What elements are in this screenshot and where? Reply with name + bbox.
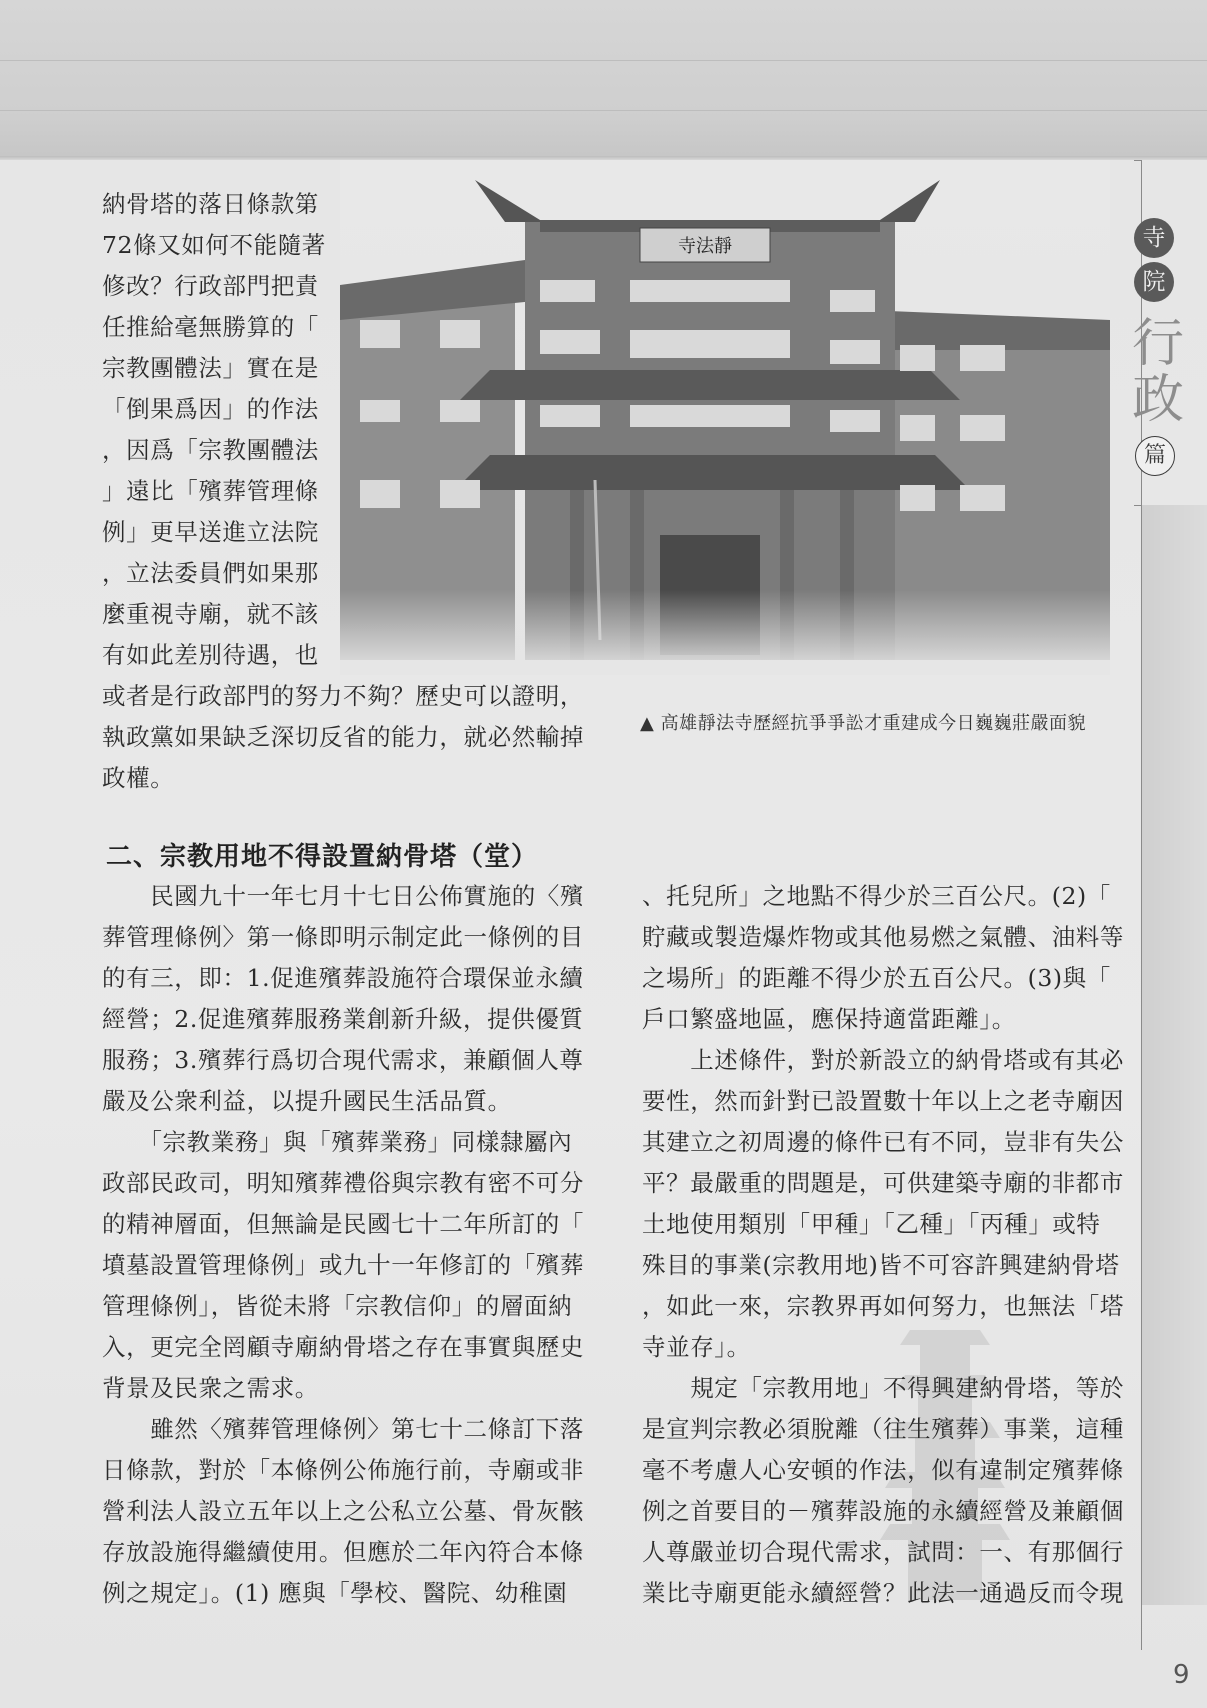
text-line: 納骨塔的落日條款第 — [102, 190, 319, 218]
text-line: 、托兒所」之地點不得少於三百公尺。(2)「 — [642, 882, 1111, 910]
text-line: 營利法人設立五年以上之公私立公墓、骨灰骸 — [102, 1497, 584, 1525]
temple-signboard: 寺法靜 — [678, 236, 732, 257]
header-stripe — [0, 110, 1207, 111]
text-line: ，因爲「宗教團體法 — [102, 436, 319, 464]
photo-caption: ▲ 高雄靜法寺歷經抗爭爭訟才重建成今日巍巍莊嚴面貌 — [640, 713, 1087, 734]
text-line: 上述條件，對於新設立的納骨塔或有其必 — [642, 1046, 1124, 1074]
section-tab — [1142, 505, 1207, 1605]
text-line: 戶口繁盛地區，應保持適當距離」。 — [642, 1005, 1016, 1033]
text-line: 的精神層面，但無論是民國七十二年所訂的「 — [102, 1210, 584, 1238]
text-line: 」遠比「殯葬管理條 — [102, 477, 319, 505]
text-line: 貯藏或製造爆炸物或其他易燃之氣體、油料等 — [642, 923, 1124, 951]
section-char-xing: 行 — [1131, 314, 1184, 374]
text-line: 政權。 — [102, 764, 175, 792]
section-badge-courtyard: 院 — [1134, 262, 1174, 302]
sidebar-tick — [1134, 505, 1142, 506]
text-line: 服務；3.殯葬行爲切合現代需求，兼顧個人尊 — [102, 1046, 584, 1074]
text-line: 任推給毫無勝算的「 — [102, 313, 319, 341]
text-line: 日條款，對於「本條例公佈施行前，寺廟或非 — [102, 1456, 584, 1484]
text-line: ，立法委員們如果那 — [102, 559, 319, 587]
text-line: 要性，然而針對已設置數十年以上之老寺廟因 — [642, 1087, 1124, 1115]
text-line: 例之規定」。(1) 應與「學校、醫院、幼稚園 — [102, 1579, 568, 1607]
text-line: 執政黨如果缺乏深切反省的能力，就必然輸掉 — [102, 723, 584, 751]
text-line: 民國九十一年七月十七日公佈實施的〈殯 — [102, 882, 584, 910]
text-line: 「倒果爲因」的作法 — [102, 395, 319, 423]
text-line: 例之首要目的－殯葬設施的永續經營及兼顧個 — [642, 1497, 1124, 1525]
temple-photo — [340, 160, 1110, 675]
text-line: 葬管理條例〉第一條即明示制定此一條例的目 — [102, 923, 584, 951]
text-line: 宗教團體法」實在是 — [102, 354, 319, 382]
text-line: 殊目的事業(宗教用地)皆不可容許興建納骨塔 — [642, 1251, 1120, 1279]
text-line: 72條又如何不能隨著 — [102, 231, 326, 259]
section-heading: 二、宗教用地不得設置納骨塔（堂） — [106, 842, 539, 872]
text-line: 存放設施得繼續使用。但應於二年內符合本條 — [102, 1538, 584, 1566]
text-line: 之場所」的距離不得少於五百公尺。(3)與「 — [642, 964, 1111, 992]
text-line: 經營；2.促進殯葬服務業創新升級，提供優質 — [102, 1005, 584, 1033]
text-line: 規定「宗教用地」不得興建納骨塔，等於 — [642, 1374, 1124, 1402]
text-line: 人尊嚴並切合現代需求，試問：一、有那個行 — [642, 1538, 1124, 1566]
text-line: 嚴及公衆利益，以提升國民生活品質。 — [102, 1087, 512, 1115]
text-line: 入，更完全罔顧寺廟納骨塔之存在事實與歷史 — [102, 1333, 584, 1361]
text-line: 業比寺廟更能永續經營？此法一通過反而令現 — [642, 1579, 1124, 1607]
text-line: 管理條例」，皆從未將「宗教信仰」的層面納 — [102, 1292, 573, 1320]
text-line: 政部民政司，明知殯葬禮俗與宗教有密不可分 — [102, 1169, 584, 1197]
text-line: 其建立之初周邊的條件已有不同，豈非有失公 — [642, 1128, 1124, 1156]
header-stripe — [0, 60, 1207, 61]
text-line: ，如此一來，宗教界再如何努力，也無法「塔 — [642, 1292, 1124, 1320]
text-line: 例」更早送進立法院 — [102, 518, 319, 546]
text-line: 寺並存」。 — [642, 1333, 751, 1361]
text-line: 修改？行政部門把責 — [102, 272, 319, 300]
text-line: 有如此差別待遇，也 — [102, 641, 319, 669]
text-line: 的有三，即：1.促進殯葬設施符合環保並永續 — [102, 964, 584, 992]
top-header-band — [0, 0, 1207, 160]
section-badge-temple: 寺 — [1134, 218, 1174, 258]
text-line: 是宣判宗教必須脫離（往生殯葬）事業，這種 — [642, 1415, 1124, 1443]
section-char-zheng: 政 — [1131, 370, 1184, 430]
text-line: 平？最嚴重的問題是，可供建築寺廟的非都市 — [642, 1169, 1124, 1197]
text-line: 或者是行政部門的努力不夠？歷史可以證明， — [102, 682, 584, 710]
page-number: 9 — [1173, 1660, 1190, 1690]
text-line: 墳墓設置管理條例」或九十一年修訂的「殯葬 — [102, 1251, 584, 1279]
text-line: 背景及民衆之需求。 — [102, 1374, 319, 1402]
text-line: 土地使用類別「甲種」「乙種」「丙種」或特 — [642, 1210, 1101, 1238]
text-line: 麼重視寺廟，就不該 — [102, 600, 319, 628]
text-line: 「宗教業務」與「殯葬業務」同樣隸屬內 — [102, 1128, 573, 1156]
section-badge-chapter: 篇 — [1135, 436, 1175, 476]
text-line: 毫不考慮人心安頓的作法，似有違制定殯葬條 — [642, 1456, 1124, 1484]
text-line: 雖然〈殯葬管理條例〉第七十二條訂下落 — [102, 1415, 584, 1443]
